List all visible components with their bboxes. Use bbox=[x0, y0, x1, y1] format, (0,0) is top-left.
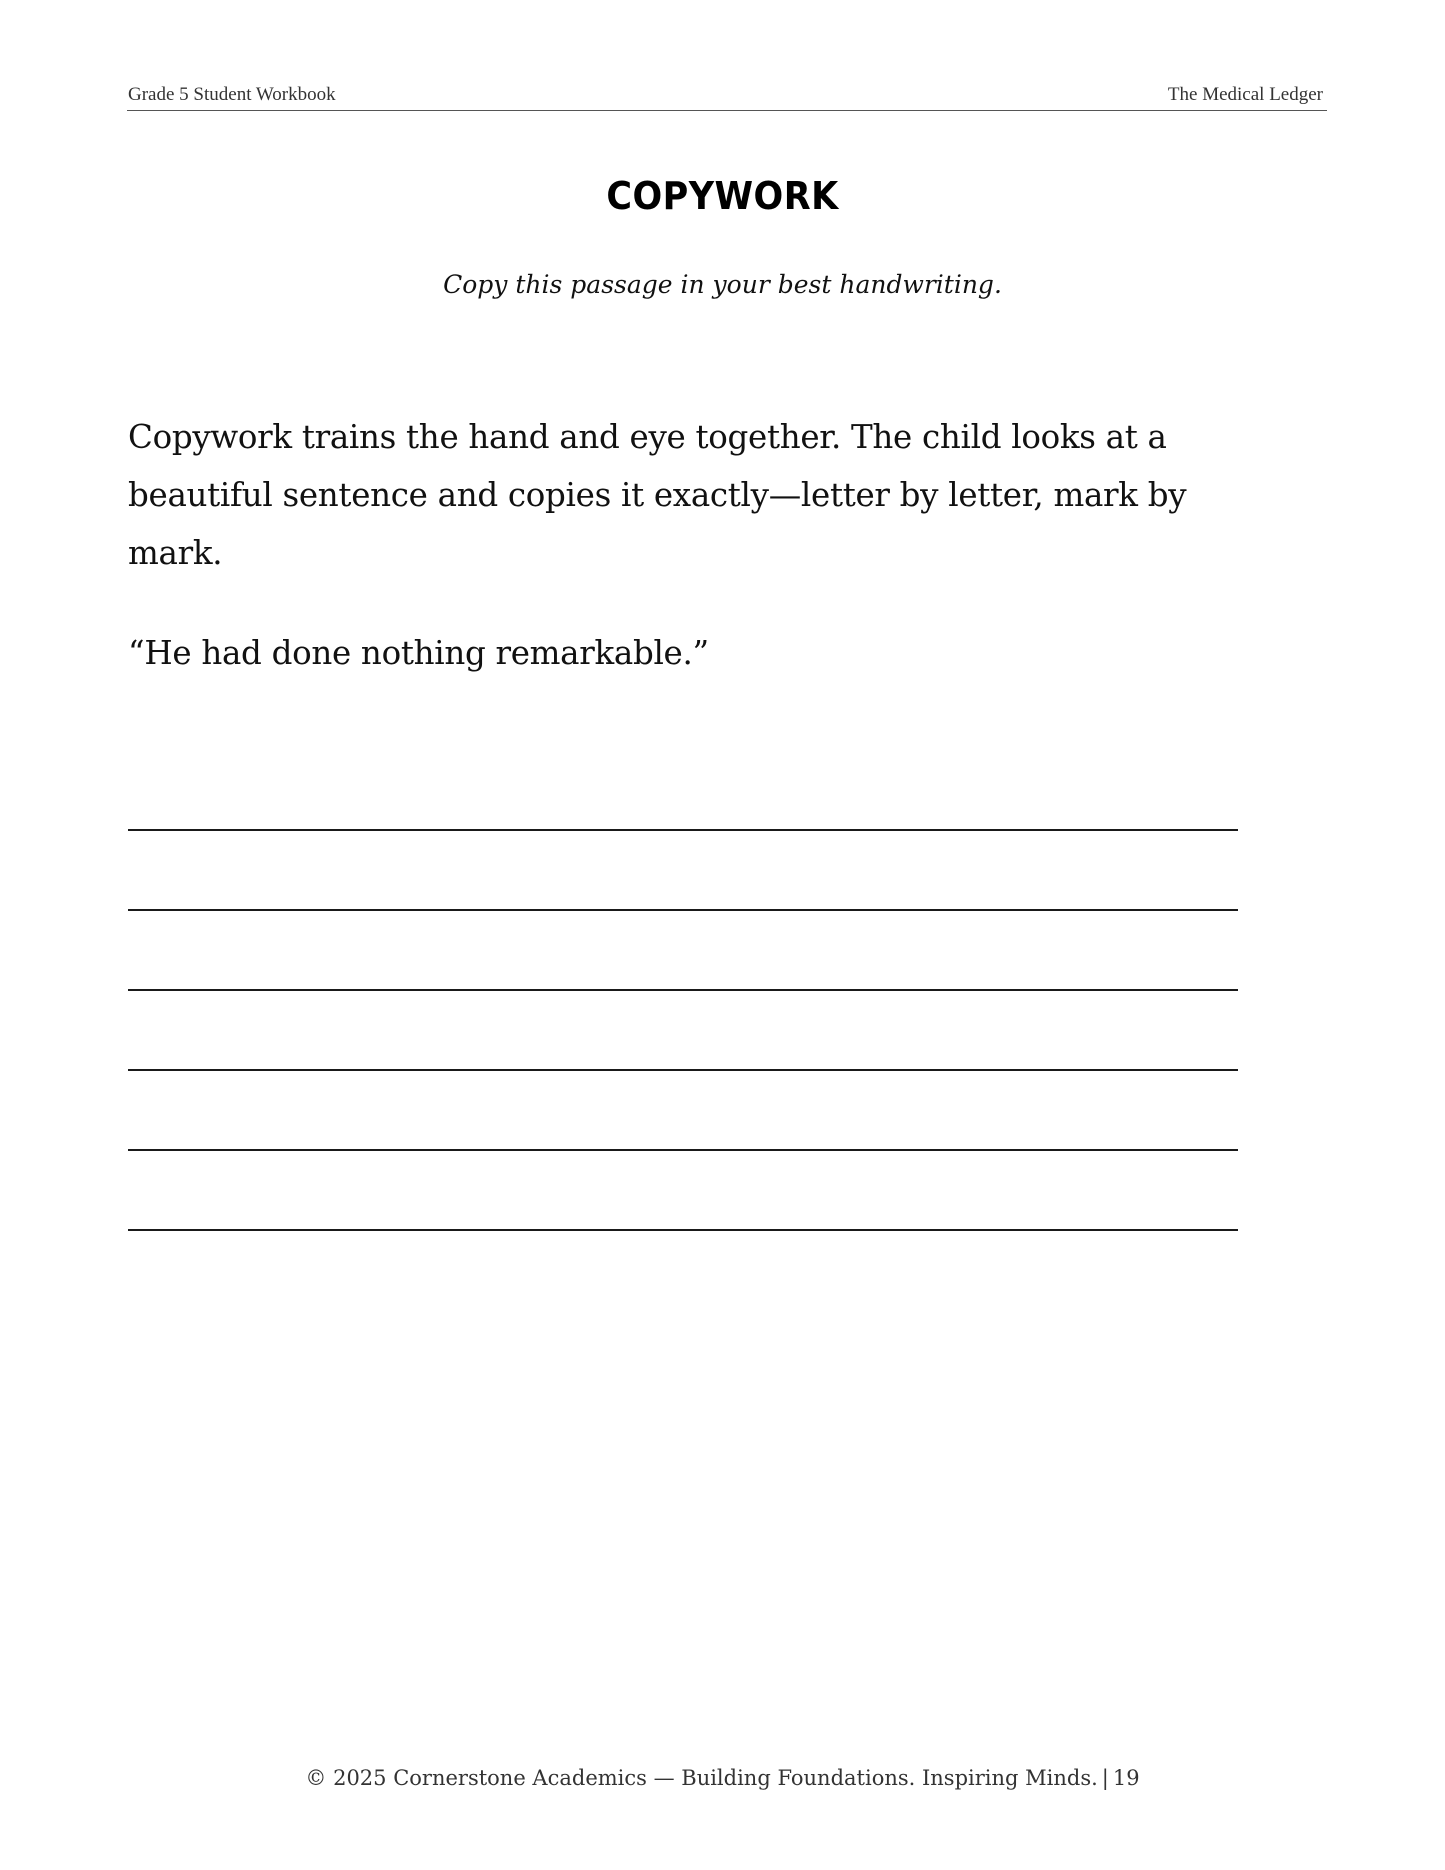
writing-line bbox=[128, 1069, 1238, 1071]
copyright-text: © 2025 Cornerstone Academics — Building Foundations. Inspiring Minds. bbox=[305, 1766, 1098, 1790]
instruction-text: Copy this passage in your best handwriting. bbox=[443, 270, 1002, 299]
intro-paragraph: Copywork trains the hand and eye together. The child looks at a beautiful sentence and copies it exactly—letter by letter, mark by mark. bbox=[128, 418, 1187, 572]
writing-line bbox=[128, 989, 1238, 991]
page-number: 19 bbox=[1112, 1766, 1140, 1790]
writing-line bbox=[128, 909, 1238, 911]
book-title: The Medical Ledger bbox=[1167, 84, 1323, 105]
page-title: COPYWORK bbox=[606, 174, 839, 218]
writing-line bbox=[128, 829, 1238, 831]
handwriting-lines bbox=[128, 0, 1238, 1870]
copy-passage: “He had done nothing remarkable.” bbox=[128, 634, 709, 672]
page-footer bbox=[0, 1764, 1445, 1792]
writing-line bbox=[128, 1149, 1238, 1151]
writing-line bbox=[128, 1229, 1238, 1231]
workbook-label: Grade 5 Student Workbook bbox=[128, 84, 336, 105]
footer-separator: | bbox=[1101, 1766, 1109, 1790]
